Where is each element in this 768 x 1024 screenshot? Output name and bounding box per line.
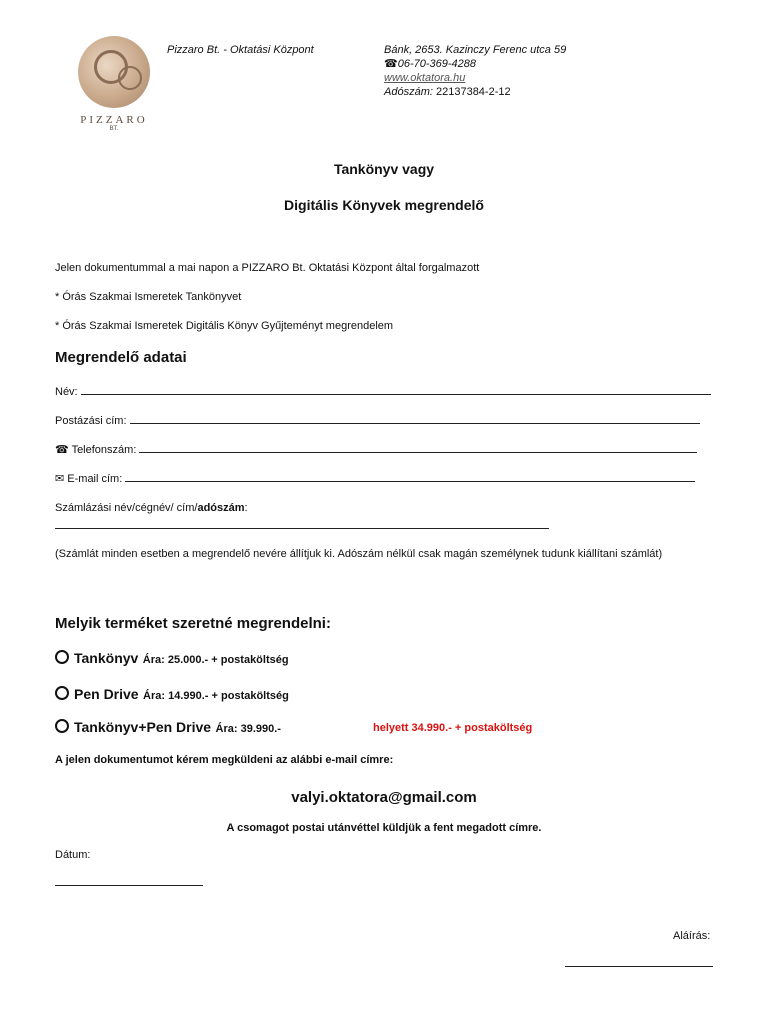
radio-circle-icon[interactable] (55, 719, 69, 733)
product-option-textbook[interactable] (55, 650, 289, 668)
bundle-offer-price: helyett 34.990.- + postaköltség (373, 722, 533, 734)
orderer-heading: Megrendelő adatai (55, 349, 187, 366)
billing-label (55, 501, 248, 515)
product-name: Tankönyv (74, 650, 139, 666)
product-price: Ára: 14.990.- + postaköltség (143, 690, 289, 702)
billing-label-text: Számlázási név/cégnév/ cím/ (55, 502, 198, 514)
phone-line (384, 57, 634, 71)
website-link[interactable]: www.oktatora.hu (384, 72, 466, 84)
company-name: Pizzaro Bt. - Oktatási Központ (167, 44, 314, 56)
intro-item-digital: * Órás Szakmai Ismeretek Digitális Könyv Gyűjteményt megrendelem (55, 320, 394, 332)
send-instruction: A jelen dokumentumot kérem megküldeni az alábbi e-mail címre: (55, 754, 394, 766)
tax-line (384, 85, 634, 99)
envelope-icon: ✉ (55, 473, 65, 485)
products-heading: Melyik terméket szeretné megrendelni: (55, 615, 331, 632)
tax-number: 22137384-2-12 (435, 86, 511, 98)
postal-field[interactable] (130, 413, 700, 424)
tax-label: Adószám: (384, 86, 433, 98)
name-field[interactable] (81, 384, 711, 395)
product-option-pendrive[interactable] (55, 686, 289, 704)
billing-label-colon: : (244, 502, 248, 514)
product-price: Ára: 39.990.- (215, 723, 281, 735)
billing-field[interactable] (55, 528, 549, 529)
intro-text: Jelen dokumentummal a mai napon a PIZZARO Bt. Oktatási Központ által forgalmazott (55, 262, 480, 274)
title-line1: Tankönyv vagy (333, 161, 435, 177)
product-price: Ára: 25.000.- + postaköltség (142, 654, 289, 666)
product-option-bundle[interactable] (55, 719, 281, 737)
phone-label: Telefonszám: (71, 444, 137, 456)
name-field-row (55, 384, 715, 399)
company-logo (68, 36, 160, 132)
shipping-note: A csomagot postai utánvéttel küldjük a fent megadott címre. (226, 822, 542, 834)
phone-field[interactable] (139, 442, 697, 453)
phone-icon: ☎ (384, 58, 398, 70)
product-name: Tankönyv+Pen Drive (74, 719, 212, 735)
header-contact (384, 43, 634, 99)
intro-item-textbook: * Órás Szakmai Ismeretek Tankönyvet (55, 291, 242, 303)
email-field-row (55, 471, 715, 486)
title-line2: Digitális Könyvek megrendelő (284, 197, 484, 213)
postal-field-row (55, 413, 715, 428)
billing-note: (Számlát minden esetben a megrendelő nevére állítjuk ki. Adószám nélkül csak magán személynek tudunk kiállítani számlát) (55, 548, 663, 560)
phone-field-row (55, 442, 715, 457)
logo-wordmark: PIZZARO (80, 114, 148, 126)
signature-label: Aláírás: (673, 930, 711, 942)
radio-circle-icon[interactable] (55, 686, 69, 700)
billing-label-tax: adószám (197, 502, 245, 514)
name-label: Név: (55, 386, 78, 398)
product-name: Pen Drive (74, 686, 139, 702)
date-field[interactable] (55, 885, 203, 886)
phone-number: 06-70-369-4288 (397, 58, 476, 70)
postal-label: Postázási cím: (55, 415, 127, 427)
logo-subtext: BT. (109, 126, 119, 132)
signature-field[interactable] (565, 966, 713, 967)
email-label: E-mail cím: (67, 473, 123, 485)
telephone-icon: ☎ (55, 444, 69, 456)
radio-circle-icon[interactable] (55, 650, 69, 664)
email-field[interactable] (125, 471, 695, 482)
clock-gears-icon (78, 36, 150, 108)
address: Bánk, 2653. Kazinczy Ferenc utca 59 (384, 44, 567, 56)
contact-email[interactable]: valyi.oktatora@gmail.com (291, 789, 477, 806)
date-label: Dátum: (55, 849, 91, 861)
